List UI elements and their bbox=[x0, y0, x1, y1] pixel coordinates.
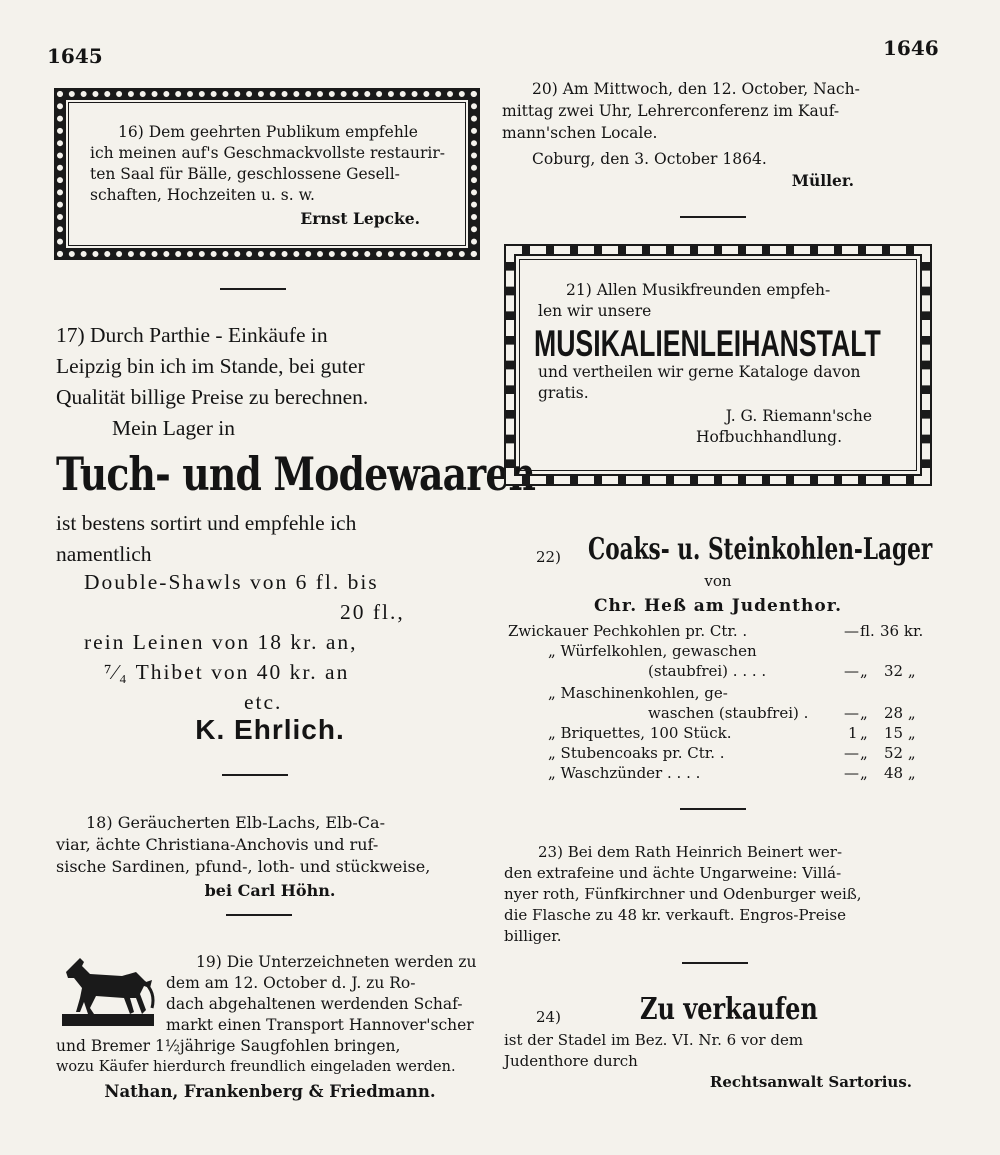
coal-row-label: „ Stubencoaks pr. Ctr. . bbox=[548, 744, 725, 762]
ad-20 bbox=[502, 78, 930, 192]
ad-17-signature: K. Ehrlich. bbox=[195, 714, 345, 745]
ad-20-line: mittag zwei Uhr, Lehrerconferenz im Kauf- bbox=[502, 102, 840, 120]
coal-row-label: „ Waschzünder . . . . bbox=[548, 764, 701, 782]
ad-20-place-date: Coburg, den 3. October 1864. bbox=[532, 150, 767, 168]
ad-17-item: 20 fl., bbox=[340, 600, 405, 624]
ad-20-line: 20) Am Mittwoch, den 12. October, Nach- bbox=[532, 80, 860, 98]
coal-row-price: 32 „ bbox=[884, 662, 916, 680]
ad-21-line: 21) Allen Musikfreunden empfeh- bbox=[566, 281, 831, 299]
ad-17-line: Mein Lager in bbox=[112, 416, 235, 440]
ad-23-line: die Flasche zu 48 kr. verkauft. Engros-Preise bbox=[504, 906, 846, 924]
coal-row-price: 36 kr. bbox=[880, 622, 924, 640]
ad-22-owner: Chr. Heß am Judenthor. bbox=[593, 596, 843, 616]
ad-19-line: 19) Die Unterzeichneten werden zu bbox=[196, 953, 477, 971]
coal-row-unit: „ bbox=[860, 744, 868, 762]
coal-row-price: 52 „ bbox=[884, 744, 916, 762]
page-number-left: 1645 bbox=[47, 44, 103, 68]
page-number-right: 1646 bbox=[883, 36, 939, 60]
coal-row-label: (staubfrei) . . . . bbox=[648, 662, 767, 680]
ad-17-line: Leipzig bin ich im Stande, bei guter bbox=[56, 354, 365, 378]
coal-row-unit: „ bbox=[860, 704, 868, 722]
ad-21-line: len wir unsere bbox=[538, 302, 652, 320]
ad-23-line: 23) Bei dem Rath Heinrich Beinert wer- bbox=[538, 843, 843, 861]
coal-row-label: „ Briquettes, 100 Stück. bbox=[548, 724, 732, 742]
separator-rule bbox=[222, 774, 288, 776]
ad-24-line: Judenthore durch bbox=[504, 1052, 638, 1070]
ad-17-item: Double-Shawls von 6 fl. bis bbox=[84, 570, 379, 594]
ad-16-signature: Ernst Lepcke. bbox=[300, 209, 420, 228]
ad-17-line: namentlich bbox=[56, 542, 152, 566]
coal-row-label: waschen (staubfrei) . bbox=[648, 704, 809, 722]
separator-rule bbox=[680, 216, 746, 218]
ad-17-item: ⁷⁄₄ Thibet von 40 kr. an bbox=[104, 660, 350, 684]
ad-17-line: 17) Durch Parthie - Einkäufe in bbox=[56, 323, 328, 347]
ad-19-line: wozu Käufer hierdurch freundlich eingeladen werden. bbox=[56, 1059, 456, 1075]
coal-row-label: „ Maschinenkohlen, ge- bbox=[548, 684, 728, 702]
ad-21-headline: MUSIKALIENLEIHANSTALT bbox=[534, 323, 881, 364]
ad-18-line: 18) Geräucherten Elb-Lachs, Elb-Ca- bbox=[86, 813, 385, 832]
ad-18-line: viar, ächte Christiana-Anchovis und ruf- bbox=[56, 835, 379, 854]
ad-24-line: ist der Stadel im Bez. VI. Nr. 6 vor dem bbox=[504, 1031, 804, 1049]
coal-row-dash: — bbox=[844, 744, 859, 762]
coal-row-dash: — bbox=[844, 764, 859, 782]
ad-21-line: und vertheilen wir gerne Kataloge davon bbox=[538, 363, 861, 381]
coal-row-label: Zwickauer Pechkohlen pr. Ctr. . bbox=[508, 622, 748, 640]
ad-23-line: nyer roth, Fünfkirchner und Odenburger weiß, bbox=[504, 885, 862, 903]
coal-row-unit: „ bbox=[860, 662, 868, 680]
ad-17-item: rein Leinen von 18 kr. an, bbox=[84, 630, 358, 654]
ad-22-von: von bbox=[704, 572, 732, 590]
ad-19 bbox=[56, 952, 484, 1102]
coal-row-dash: 1 bbox=[848, 724, 858, 742]
ad-17-items bbox=[84, 567, 484, 717]
ad-17-item: etc. bbox=[244, 690, 283, 714]
ad-16-line: ich meinen auf's Geschmackvollste restaurir- bbox=[90, 144, 446, 162]
ad-20-line: mann'schen Locale. bbox=[502, 124, 658, 142]
coal-row-dash: — bbox=[844, 662, 859, 680]
ad-17-headline: Tuch- und Modewaaren bbox=[56, 447, 536, 501]
coal-row-unit: „ bbox=[860, 764, 868, 782]
ad-16 bbox=[90, 122, 450, 229]
coal-row-price: 28 „ bbox=[884, 704, 916, 722]
ad-21-text bbox=[538, 362, 902, 448]
ad-19-line: und Bremer 1½jährige Saugfohlen bringen, bbox=[56, 1037, 401, 1055]
ad-17-text bbox=[56, 508, 484, 570]
ad-16-line: schaften, Hochzeiten u. s. w. bbox=[90, 186, 315, 204]
ad-19-line: dach abgehaltenen werdenden Schaf- bbox=[166, 995, 463, 1013]
ad-18-line: sische Sardinen, pfund-, loth- und stückweise, bbox=[56, 857, 431, 876]
ad-19-line: dem am 12. October d. J. zu Ro- bbox=[166, 974, 416, 992]
coal-row-unit: fl. bbox=[860, 622, 875, 640]
coal-row-dash: — bbox=[844, 704, 859, 722]
ad-24 bbox=[504, 1030, 932, 1093]
ad-20-signature: Müller. bbox=[791, 171, 854, 190]
ad-23-line: billiger. bbox=[504, 927, 562, 945]
coal-row-label: „ Würfelkohlen, gewaschen bbox=[548, 642, 757, 660]
separator-rule bbox=[220, 288, 286, 290]
ad-17-line: ist bestens sortirt und empfehle ich bbox=[56, 511, 357, 535]
ad-22-number: 22) bbox=[536, 548, 561, 566]
coal-price-table bbox=[508, 622, 932, 782]
separator-rule bbox=[680, 808, 746, 810]
ad-23-line: den extrafeine und ächte Ungarweine: Villá- bbox=[504, 864, 842, 882]
separator-rule bbox=[226, 914, 292, 916]
ad-19-signature: Nathan, Frankenberg & Friedmann. bbox=[104, 1082, 436, 1101]
ad-24-signature: Rechtsanwalt Sartorius. bbox=[709, 1073, 912, 1091]
separator-rule bbox=[682, 962, 748, 964]
ad-22-headline: Coaks- u. Steinkohlen-Lager bbox=[588, 532, 933, 567]
ad-21 bbox=[538, 280, 902, 322]
ad-19-line: markt einen Transport Hannover'scher bbox=[166, 1016, 474, 1034]
ad-24-number: 24) bbox=[536, 1008, 561, 1026]
ad-16-line: ten Saal für Bälle, geschlossene Gesell- bbox=[90, 165, 400, 183]
coal-row-unit: „ bbox=[860, 724, 868, 742]
coal-row-price: 48 „ bbox=[884, 764, 916, 782]
ad-24-headline: Zu verkaufen bbox=[640, 992, 818, 1027]
ad-17 bbox=[56, 320, 484, 444]
ad-21-signature: J. G. Riemann'sche bbox=[725, 407, 872, 425]
ad-21-signature: Hofbuchhandlung. bbox=[695, 428, 842, 446]
ad-23 bbox=[504, 842, 932, 947]
coal-row-price: 15 „ bbox=[884, 724, 916, 742]
ad-18 bbox=[56, 812, 484, 902]
ad-17-line: Qualität billige Preise zu berechnen. bbox=[56, 385, 369, 409]
ad-21-line: gratis. bbox=[538, 384, 589, 402]
coal-row-dash: — bbox=[844, 622, 859, 640]
ad-18-signature: bei Carl Höhn. bbox=[204, 881, 336, 900]
ad-16-line: 16) Dem geehrten Publikum empfehle bbox=[118, 123, 418, 141]
